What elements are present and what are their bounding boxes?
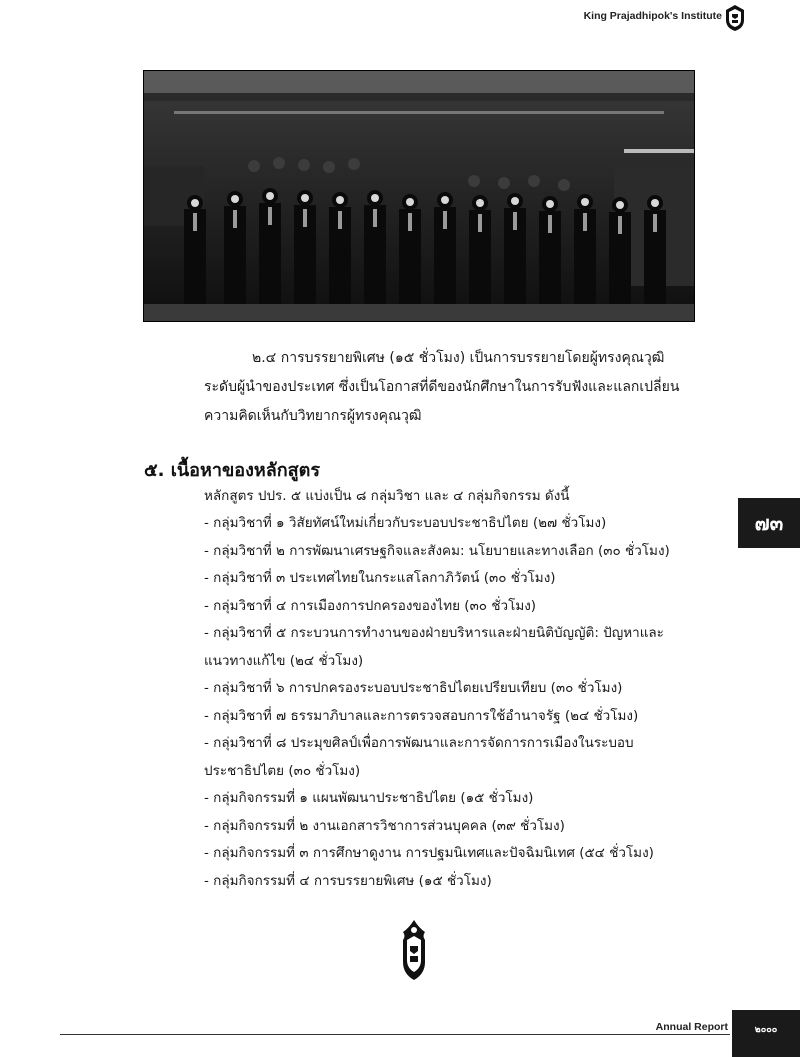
list-item: - กลุ่มวิชาที่ ๗ ธรรมาภิบาลและการตรวจสอบการใช้อำนาจรัฐ (๒๔ ชั่วโมง) [204,707,639,724]
lecture-paragraph [204,344,704,431]
kpi-emblem-icon [724,4,746,32]
list-item: - กลุ่มวิชาที่ ๘ ประมุขศิลป์เพื่อการพัฒนาและการจัดการการเมืองในระบอบ [204,735,634,751]
list-item: - กลุ่มวิชาที่ ๖ การปกครองระบอบประชาธิปไตยเปรียบเทียบ (๓๐ ชั่วโมง) [204,680,623,696]
list-item: ประชาธิปไตย (๓๐ ชั่วโมง) [204,762,361,779]
list-item: - กลุ่มกิจกรรมที่ ๔ การบรรยายพิเศษ (๑๕ ชั่วโมง) [204,872,492,889]
footer-year-tab: ๒๐๐๐ [732,1010,800,1057]
paragraph-line: ๒.๔ การบรรยายพิเศษ (๑๕ ชั่วโมง) เป็นการบรรยายโดยผู้ทรงคุณวุฒิ [252,350,665,366]
list-item: แนวทางแก้ไข (๒๔ ชั่วโมง) [204,652,364,669]
list-item: - กลุ่มวิชาที่ ๕ กระบวนการทำงานของฝ่ายบริหารและฝ่ายนิติบัญญัติ: ปัญหาและ [204,625,664,641]
paragraph-line: ความคิดเห็นกับวิทยากรผู้ทรงคุณวุฒิ [204,408,422,424]
list-item: - กลุ่มวิชาที่ ๔ การเมืองการปกครองของไทย (๓๐ ชั่วโมง) [204,597,537,614]
kpi-emblem-icon [395,918,433,982]
list-item: - กลุ่มวิชาที่ ๑ วิสัยทัศน์ใหม่เกี่ยวกับระบอบประชาธิปไตย (๒๗ ชั่วโมง) [204,515,607,531]
group-photo [143,70,695,322]
paragraph-line: ระดับผู้นำของประเทศ ซึ่งเป็นโอกาสที่ดีของนักศึกษาในการรับฟังและแลกเปลี่ยน [204,379,680,395]
list-item: - กลุ่มกิจกรรมที่ ๓ การศึกษาดูงาน การปฐมนิเทศและปัจฉิมนิเทศ (๕๔ ชั่วโมง) [204,845,654,861]
footer-rule [60,1034,730,1035]
course-list [204,510,704,895]
group-photo-illustration [144,71,694,321]
institute-name: King Prajadhipok's Institute [583,10,722,22]
footer-label: Annual Report [655,1021,728,1033]
section-intro: หลักสูตร ปปร. ๕ แบ่งเป็น ๘ กลุ่มวิชา และ ๔ กลุ่มกิจกรรม ดังนี้ [204,488,570,504]
list-item: - กลุ่มวิชาที่ ๒ การพัฒนาเศรษฐกิจและสังคม: นโยบายและทางเลือก (๓๐ ชั่วโมง) [204,542,670,559]
section-heading: ๕. เนื้อหาของหลักสูตร [144,460,321,481]
list-item: - กลุ่มกิจกรรมที่ ๒ งานเอกสารวิชาการส่วนบุคคล (๓๙ ชั่วโมง) [204,817,565,834]
page-number-tab: ๗๓ [738,498,800,548]
list-item: - กลุ่มกิจกรรมที่ ๑ แผนพัฒนาประชาธิปไตย (๑๕ ชั่วโมง) [204,790,534,806]
list-item: - กลุ่มวิชาที่ ๓ ประเทศไทยในกระแสโลกาภิวัตน์ (๓๐ ชั่วโมง) [204,570,556,586]
